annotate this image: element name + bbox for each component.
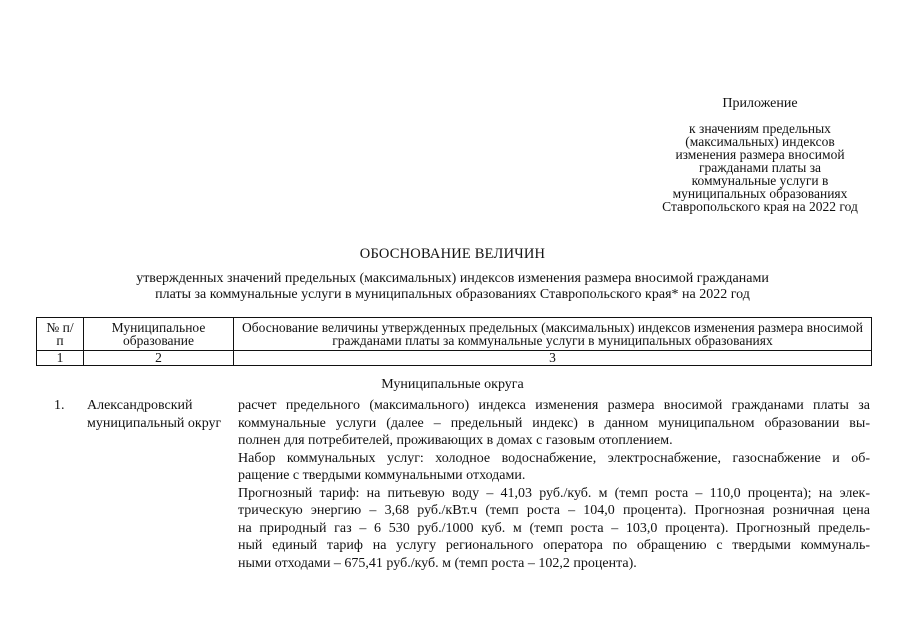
appendix-line: Ставропольского края на 2022 год [662,199,858,214]
table-header-row [37,318,872,351]
appendix-line: к значениям предельных [689,121,831,136]
text-line: трическую энергию – 3,68 руб./кВт.ч (темп роста – 104,0 процента). Прогнозная розничная цена [238,503,870,518]
column-number: 2 [84,351,234,366]
text-line: полнен для потребителей, проживающих в домах с газовым отоплением. [238,433,673,448]
text-line: ращение с твердыми коммунальными отходами. [238,468,526,483]
header-table [36,317,872,366]
subtitle-line: платы за коммунальные услуги в муниципальных образованиях Ставропольского края* на 2022 год [155,286,750,302]
text-line: ными отходами – 675,41 руб./куб. м (темп роста – 102,2 процента). [238,555,637,571]
appendix-title: Приложение [722,96,798,111]
text-line: ный единый тариф на услугу регионального оператора по обращению с твердыми коммуналь- [238,538,870,553]
text-line: на природный газ – 6 530 руб./1000 куб. м (темп роста – 103,0 процента). Прогнозный предель- [238,520,870,536]
appendix-line: коммунальные услуги в [691,173,829,188]
document-title: ОБОСНОВАНИЕ ВЕЛИЧИН [359,246,546,262]
header-justification: Обоснование величины утвержденных предельных (максимальных) индексов изменения размера вносимой гражданами платы за коммунальные услуги в муниципальных образованиях [234,318,872,351]
text-line: Прогнозный тариф: на питьевую воду – 41,03 руб./куб. м (темп роста – 110,0 процента); на элек- [238,485,870,501]
row-municipality-name: Александровский муниципальный округ [87,398,222,431]
header-num: № п/п [37,318,84,351]
row-justification-text [238,397,870,572]
text-line: Набор коммунальных услуг: холодное водоснабжение, электроснабжение, газоснабжение и об- [238,450,870,466]
appendix-line: изменения размера вносимой [675,147,845,162]
subtitle-line: утвержденных значений предельных (максимальных) индексов изменения размера вносимой гражданами [136,271,769,286]
text-line: коммунальные услуги (далее – предельный индекс) в данном муниципальном образовании вы- [238,415,870,431]
column-number: 3 [234,351,872,366]
document-subtitle [60,271,845,302]
header-municipality: Муниципальное образование [84,318,234,351]
appendix-line: муниципальных образованиях [672,186,848,201]
text-line: расчет предельного (максимального) индекса изменения размера вносимой гражданами платы за [238,398,870,413]
section-title: Муниципальные округа [381,377,524,392]
column-number: 1 [37,351,84,366]
appendix-line: (максимальных) индексов [685,134,835,149]
appendix-caption [640,122,880,213]
table-column-numbers [37,351,872,366]
row-number: 1. [54,398,65,413]
appendix-line: гражданами платы за [698,160,822,175]
